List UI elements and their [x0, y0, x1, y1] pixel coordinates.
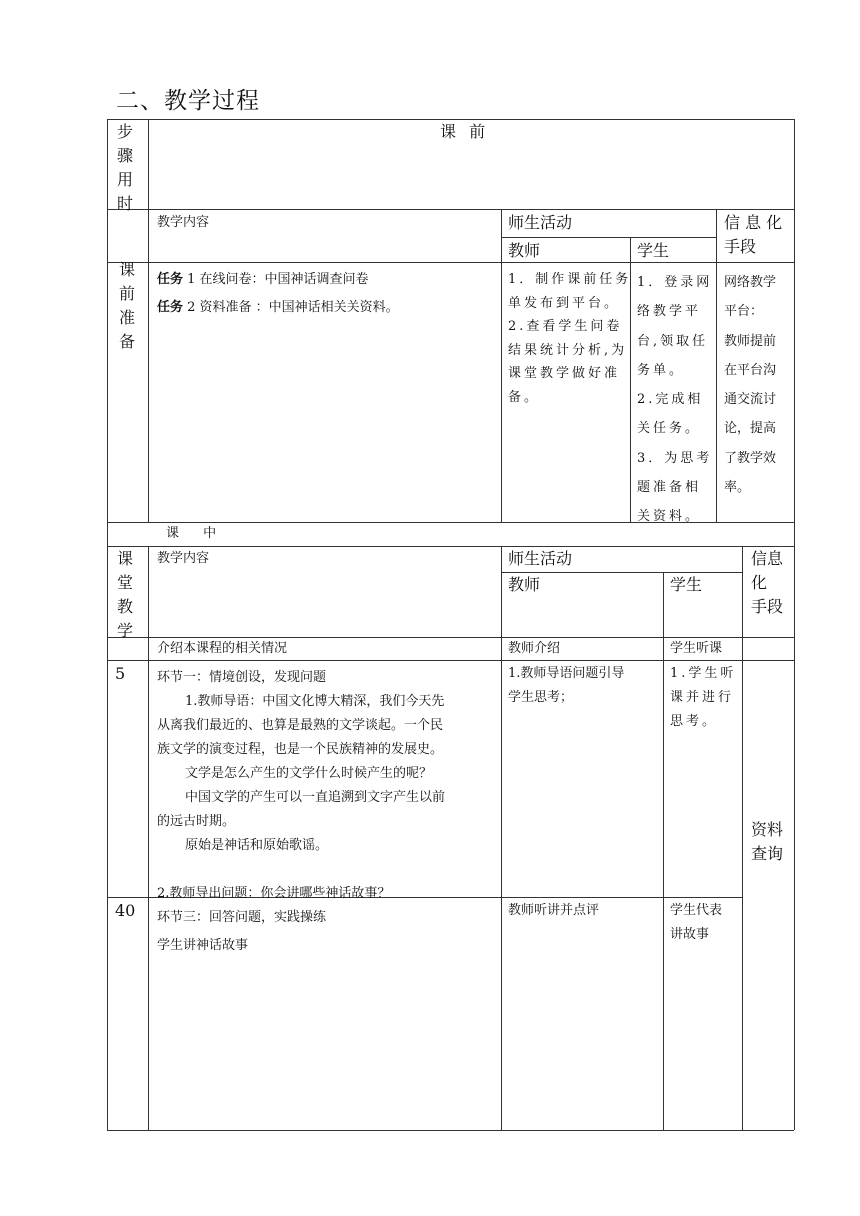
- class-col-student: 学生: [670, 575, 703, 594]
- row2-teacher: 教师听讲并点评: [508, 903, 600, 918]
- before-class-heading: 课 前: [440, 122, 490, 141]
- class-col-content: 教学内容: [157, 551, 210, 566]
- pre-col-info: 信 息 化 手段: [724, 213, 783, 256]
- pre-info-means: 网络教学 平台： 教师提前 在平台沟 通交流讨 论，提高 了教学效 率。: [724, 275, 777, 496]
- row2-content: 环节三：回答问题，实践操练 学生讲神话故事: [157, 910, 327, 953]
- pre-col-teacher: 教师: [508, 241, 541, 260]
- class-side-label: 课 堂 教 学: [116, 549, 133, 640]
- pre-student-activity: 1．登录网 络教学平 台,领取任 务单。 2.完成相 关任务。 3．为思考 题准备相 关资料。: [637, 275, 713, 525]
- row2-time: 40: [115, 901, 136, 920]
- intro-content: 介绍本课程的相关情况: [157, 641, 288, 656]
- pre-teacher-activity: 1．制作课前任务 单发布到平台。 2.查看学生问卷 结果统计分析,为 课堂教学做好准 备。: [508, 272, 632, 405]
- pre-col-activity: 师生活动: [508, 213, 573, 232]
- row1-info: 资料 查询: [751, 820, 784, 863]
- row1-student: 1.学生听 课并进行 思考。: [670, 666, 737, 729]
- class-col-activity: 师生活动: [508, 549, 573, 568]
- pre-col-student: 学生: [637, 241, 670, 260]
- section-title: 二、教学过程: [116, 88, 260, 114]
- pre-class-side-label: 课 前 准 备: [118, 260, 135, 351]
- in-class-heading: 课 中: [166, 526, 227, 541]
- intro-teacher: 教师介绍: [508, 641, 561, 656]
- class-col-teacher: 教师: [508, 575, 541, 594]
- row1-teacher: 1.教师导语问题引导 学生思考；: [508, 666, 625, 705]
- pre-task-list: [157, 266, 399, 322]
- task-1: 任务 1 在线问卷：中国神话调查问卷: [157, 272, 369, 287]
- pre-col-content: 教学内容: [157, 215, 210, 230]
- row1-content: 环节一：情境创设，发现问题 1.教师导语：中国文化博大精深，我们今天先 从离我们最近的、也算是最熟的文学谈起。一个民 族文学的演变过程，也是一个民族精神的发展史。 文学是怎么产生的文学什么时候产生的呢？ 中国文学的产生可以一直追溯到文字产生以前 的远古时期。 原始是神话和原始歌谣。 2.教师导出问题：你会讲哪些神话故事？: [157, 670, 446, 901]
- row1-time: 5: [115, 664, 126, 683]
- class-col-info: 信息 化 手段: [751, 549, 784, 616]
- task-2: 任务 2 资料准备 ：中国神话相关关资料。: [157, 300, 399, 315]
- intro-student: 学生听课: [670, 641, 723, 656]
- step-time-label: 步 骤 用 时: [116, 122, 133, 213]
- row2-student: 学生代表 讲故事: [670, 903, 723, 942]
